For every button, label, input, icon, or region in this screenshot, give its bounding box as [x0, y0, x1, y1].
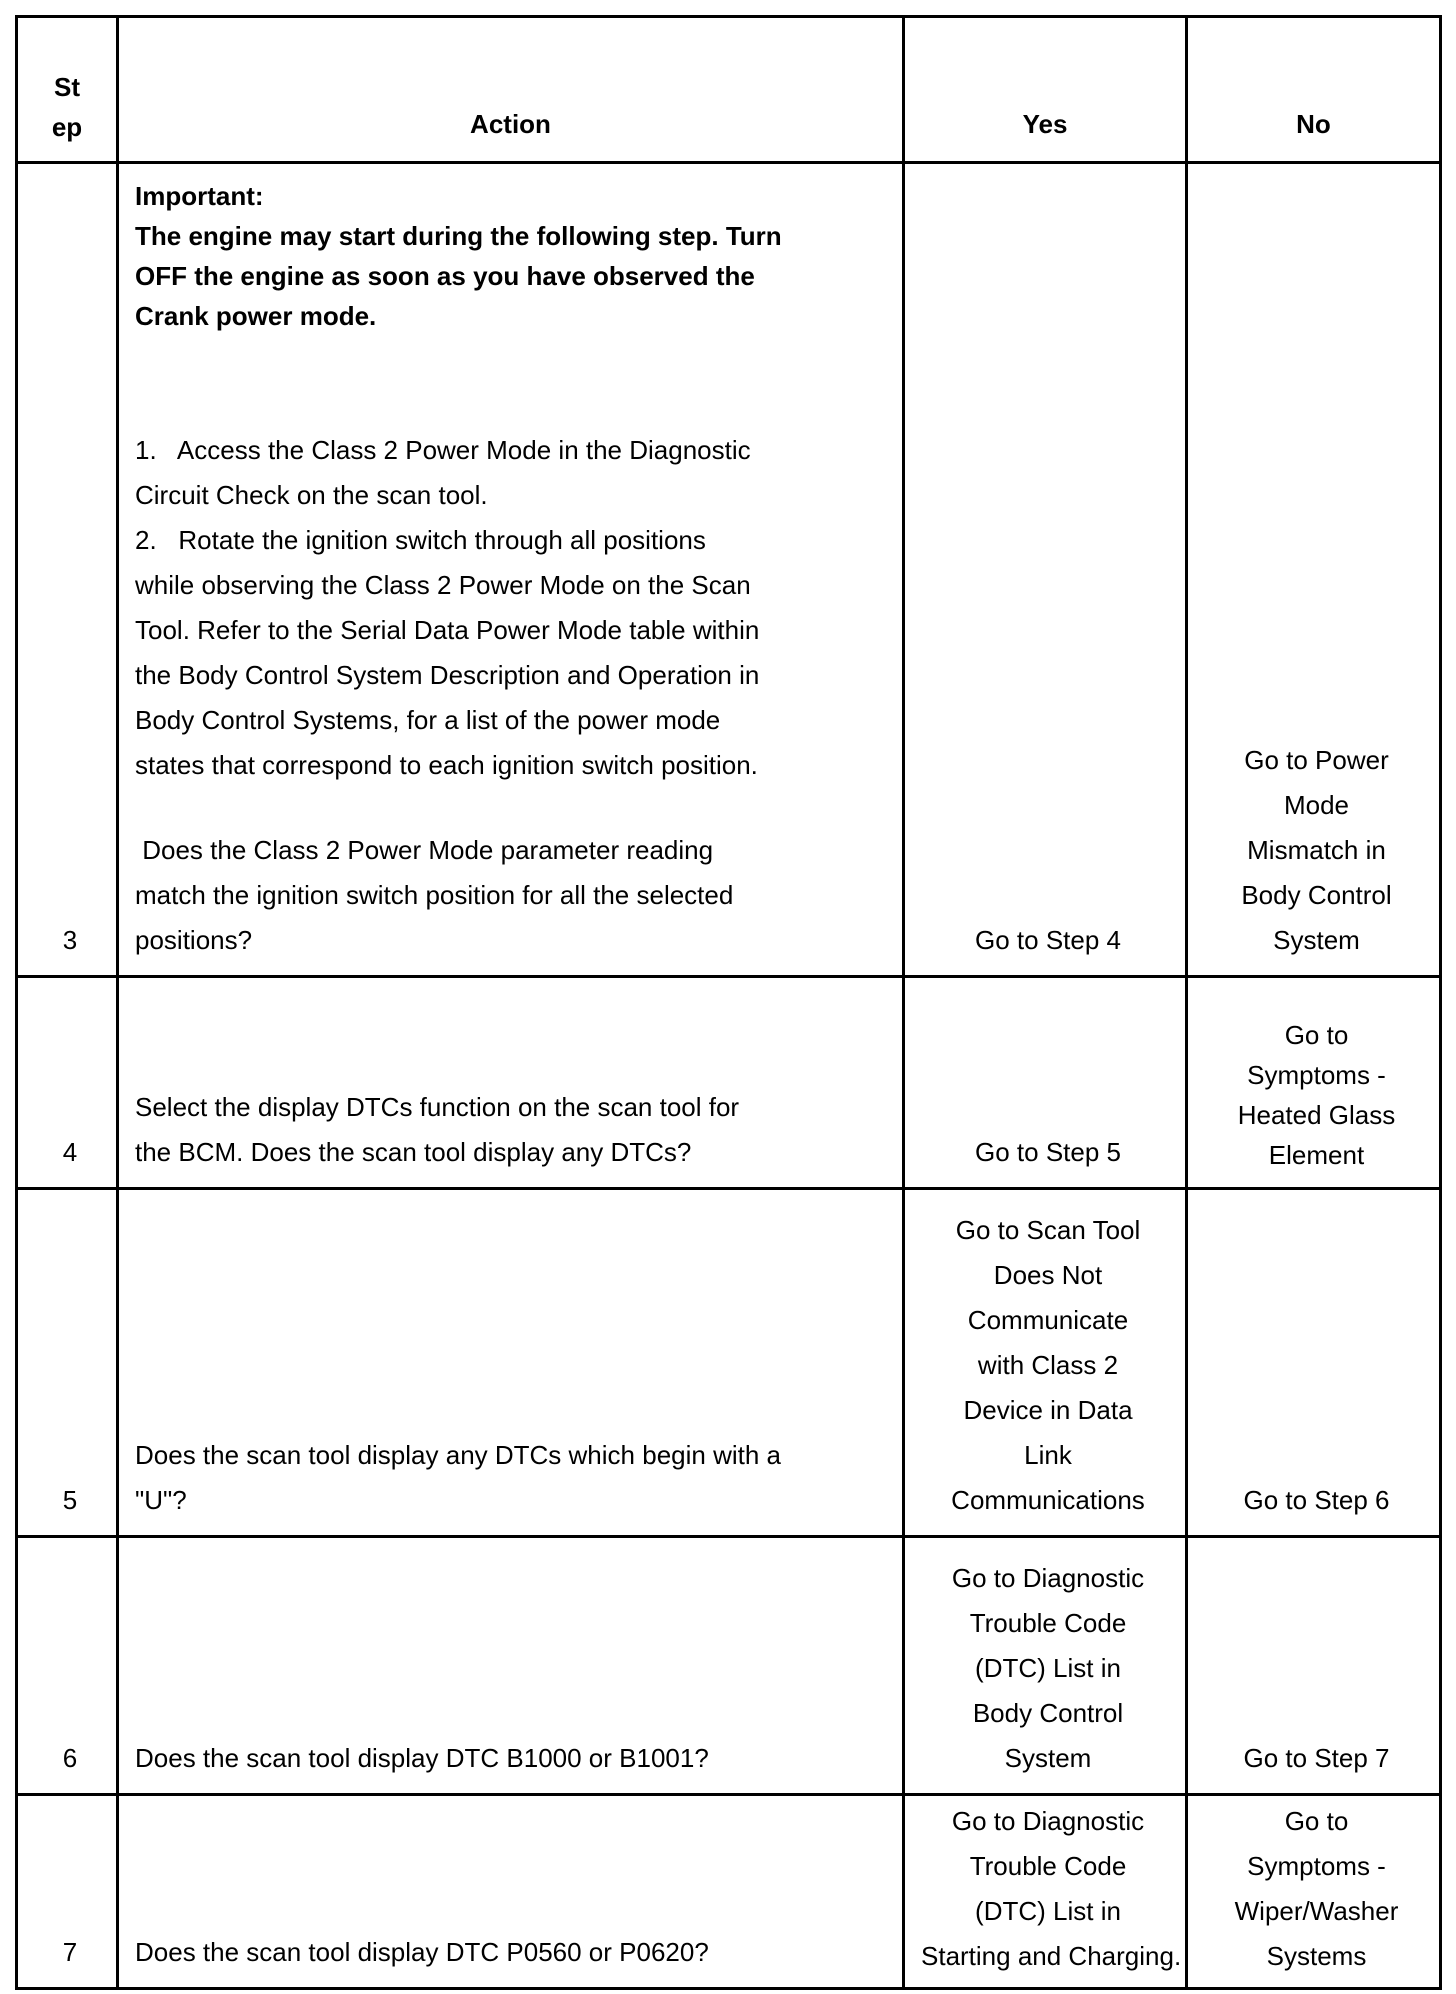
no-line: Go to: [1284, 1806, 1349, 1836]
yes-line: Trouble Code: [969, 1851, 1127, 1881]
no-line: Go to: [1284, 1020, 1349, 1050]
step-number: 3: [17, 163, 118, 977]
yes-line: Link: [1024, 1440, 1072, 1470]
header-row: [17, 17, 1441, 163]
important-text-line: Crank power mode.: [135, 301, 377, 331]
no-line: Heated Glass: [1237, 1100, 1396, 1130]
step-number: 4: [17, 977, 118, 1189]
yes-line: (DTC) List in: [975, 1896, 1121, 1926]
action-cell: [118, 1795, 904, 1989]
yes-cell: [904, 163, 1187, 977]
yes-cell: [904, 1537, 1187, 1795]
yes-line: Go to Scan Tool: [955, 1215, 1141, 1245]
important-text-line: The engine may start during the following step. Turn: [135, 221, 782, 251]
no-line: Go to Power: [1244, 745, 1389, 775]
yes-line: (DTC) List in: [975, 1653, 1121, 1683]
no-cell: [1187, 1537, 1441, 1795]
header-step-line-1: St: [54, 72, 80, 102]
yes-line: with Class 2: [977, 1350, 1119, 1380]
yes-line: Starting and Charging.: [921, 1941, 1182, 1971]
action-line: Does the scan tool display any DTCs which begin with a: [135, 1440, 781, 1470]
no-line: Go to Step 6: [1243, 1485, 1390, 1515]
table-row-step-5: [17, 1189, 1441, 1537]
no-line: Systems: [1266, 1941, 1367, 1971]
yes-line: Communications: [951, 1485, 1145, 1515]
no-line: Element: [1268, 1140, 1365, 1170]
action-line: Select the display DTCs function on the scan tool for: [135, 1092, 740, 1122]
no-line: Symptoms -: [1247, 1851, 1386, 1881]
no-line: Symptoms -: [1247, 1060, 1386, 1090]
header-yes: Yes: [904, 17, 1187, 163]
yes-line: Go to Diagnostic: [951, 1806, 1145, 1836]
action-line: "U"?: [135, 1485, 187, 1515]
table-row-step-4: [17, 977, 1441, 1189]
step-number: 6: [17, 1537, 118, 1795]
action-line: Does the scan tool display DTC B1000 or B1001?: [135, 1743, 709, 1773]
header-step-line-2: ep: [51, 112, 83, 142]
no-line: Wiper/Washer: [1234, 1896, 1399, 1926]
action-cell: [118, 163, 904, 977]
yes-line: Go to Step 5: [975, 1137, 1121, 1167]
no-line: Mismatch in: [1247, 835, 1386, 865]
question-line: Does the Class 2 Power Mode parameter reading: [135, 835, 714, 865]
action-line: 1. Access the Class 2 Power Mode in the Diagnostic: [135, 435, 751, 465]
action-line: Does the scan tool display DTC P0560 or P0620?: [135, 1937, 709, 1967]
important-text-line: OFF the engine as soon as you have observed the: [135, 261, 755, 291]
header-action: Action: [118, 17, 904, 163]
no-cell: [1187, 1795, 1441, 1989]
header-no: No: [1187, 17, 1441, 163]
action-line: Tool. Refer to the Serial Data Power Mode table within: [135, 615, 760, 645]
header-step: [17, 17, 118, 163]
yes-line: Body Control: [972, 1698, 1124, 1728]
question-line: positions?: [135, 925, 253, 955]
yes-line: Device in Data: [963, 1395, 1133, 1425]
yes-cell: [904, 1795, 1187, 1989]
question-line: match the ignition switch position for all the selected: [135, 880, 734, 910]
action-line: the Body Control System Description and Operation in: [135, 660, 760, 690]
action-cell: [118, 1189, 904, 1537]
yes-line: Trouble Code: [969, 1608, 1127, 1638]
step-number: 5: [17, 1189, 118, 1537]
yes-line: Does Not: [993, 1260, 1103, 1290]
no-line: Go to Step 7: [1243, 1743, 1390, 1773]
action-line: Circuit Check on the scan tool.: [135, 480, 488, 510]
no-line: Body Control: [1241, 880, 1392, 910]
action-line: while observing the Class 2 Power Mode on the Scan: [135, 570, 751, 600]
important-label: Important:: [135, 181, 264, 211]
action-cell: [118, 1537, 904, 1795]
yes-cell: [904, 1189, 1187, 1537]
table-row-step-6: [17, 1537, 1441, 1795]
no-cell: [1187, 163, 1441, 977]
yes-cell: [904, 977, 1187, 1189]
diagnostic-table: [15, 15, 1442, 1990]
table-row-step-3: [17, 163, 1441, 977]
yes-line: Communicate: [967, 1305, 1129, 1335]
no-cell: [1187, 1189, 1441, 1537]
no-cell: [1187, 977, 1441, 1189]
yes-line: Go to Diagnostic: [951, 1563, 1145, 1593]
step-number: 7: [17, 1795, 118, 1989]
action-line: states that correspond to each ignition switch position.: [135, 750, 758, 780]
no-line: Mode: [1283, 790, 1350, 820]
action-line: Body Control Systems, for a list of the power mode: [135, 705, 721, 735]
action-cell: [118, 977, 904, 1189]
yes-line: System: [1004, 1743, 1092, 1773]
yes-line: Go to Step 4: [975, 925, 1121, 955]
action-line: 2. Rotate the ignition switch through all positions: [135, 525, 706, 555]
no-line: System: [1273, 925, 1360, 955]
table-row-step-7: [17, 1795, 1441, 1989]
action-line: the BCM. Does the scan tool display any DTCs?: [135, 1137, 692, 1167]
